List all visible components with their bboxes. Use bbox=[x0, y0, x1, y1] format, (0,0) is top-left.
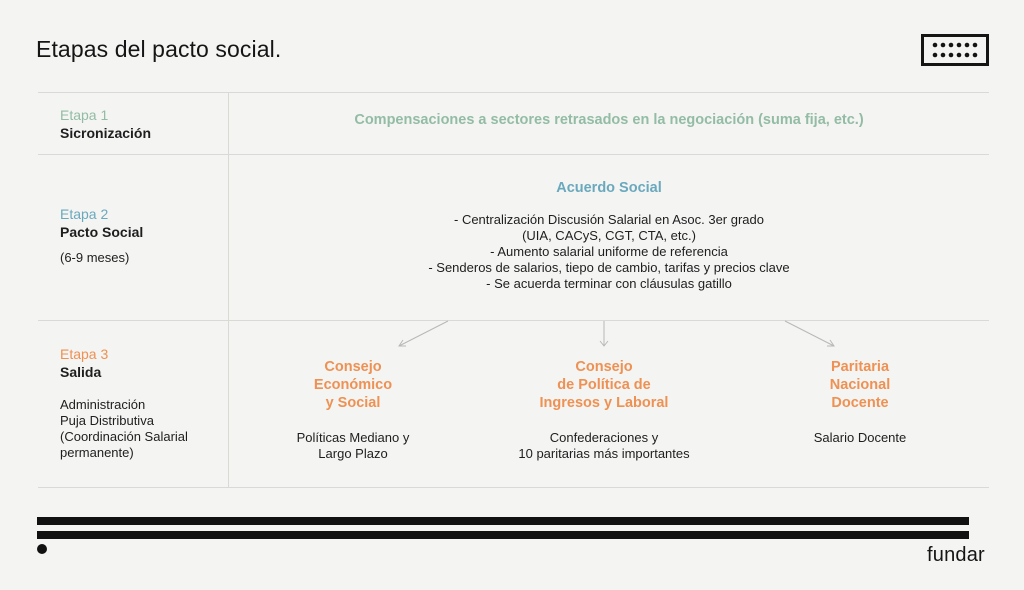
box-consejo-economico-title bbox=[263, 358, 443, 412]
box-paritaria-title bbox=[780, 358, 940, 412]
stage-3-note-line: Puja Distributiva bbox=[60, 413, 154, 428]
accord-list-item: - Centralización Discusión Salarial en Asoc. 3er grado bbox=[454, 212, 764, 227]
stage-1-name: Sicronización bbox=[60, 125, 152, 141]
box-title-line: Nacional bbox=[829, 377, 891, 393]
stage-3-name: Salida bbox=[60, 364, 102, 380]
stage-3-number: Etapa 3 bbox=[60, 346, 109, 362]
stage-2-number: Etapa 2 bbox=[60, 206, 109, 222]
stage-3-note-line: (Coordinación Salarial bbox=[60, 429, 188, 444]
stage-3-note-line: permanente) bbox=[60, 445, 134, 460]
stage-2-duration: (6-9 meses) bbox=[60, 250, 130, 265]
accord-list-item: - Aumento salarial uniforme de referencia bbox=[490, 244, 728, 259]
box-desc-line: Políticas Mediano y bbox=[296, 430, 410, 445]
box-consejo-politica-desc bbox=[484, 430, 724, 462]
box-title-line: Paritaria bbox=[830, 359, 890, 375]
box-title-line: y Social bbox=[325, 395, 381, 411]
stage-3-label bbox=[60, 345, 188, 461]
box-desc-line: Salario Docente bbox=[813, 430, 907, 445]
stage-1-number: Etapa 1 bbox=[60, 107, 109, 123]
box-title-line: Consejo bbox=[324, 359, 382, 375]
box-title-line: Docente bbox=[831, 395, 889, 411]
arrow-left bbox=[399, 321, 448, 346]
footer-dot bbox=[37, 544, 47, 554]
box-desc-line: Confederaciones y bbox=[549, 430, 659, 445]
accord-list-item: - Se acuerda terminar con cláusulas gatillo bbox=[486, 276, 732, 291]
brand-logo: fundar bbox=[927, 544, 985, 566]
box-desc-line: 10 paritarias más importantes bbox=[518, 446, 690, 461]
box-title-line: Económico bbox=[313, 377, 393, 393]
page-title: Etapas del pacto social. bbox=[36, 36, 282, 62]
box-desc-line: Largo Plazo bbox=[318, 446, 388, 461]
accord-list-item: (UIA, CACyS, CGT, CTA, etc.) bbox=[522, 228, 696, 243]
stage-3-note-line: Administración bbox=[60, 397, 146, 412]
arrow-right bbox=[785, 321, 834, 346]
box-title-line: Consejo bbox=[575, 359, 633, 375]
accord-list-item: - Senderos de salarios, tiepo de cambio, tarifas y precios clave bbox=[428, 260, 790, 275]
footer-bar-bottom bbox=[37, 531, 969, 539]
footer-bar-top bbox=[37, 517, 969, 525]
stage-3-note bbox=[60, 397, 188, 461]
accord-title: Acuerdo Social bbox=[556, 180, 662, 196]
box-paritaria-desc bbox=[780, 430, 940, 446]
box-title-line: de Política de bbox=[557, 377, 651, 393]
stage-1-content: Compensaciones a sectores retrasados en la negociación (suma fija, etc.) bbox=[354, 112, 864, 128]
box-consejo-economico-desc bbox=[263, 430, 443, 462]
stage-2-name: Pacto Social bbox=[60, 224, 144, 240]
box-consejo-politica-title bbox=[494, 358, 714, 412]
box-title-line: Ingresos y Laboral bbox=[539, 395, 669, 411]
